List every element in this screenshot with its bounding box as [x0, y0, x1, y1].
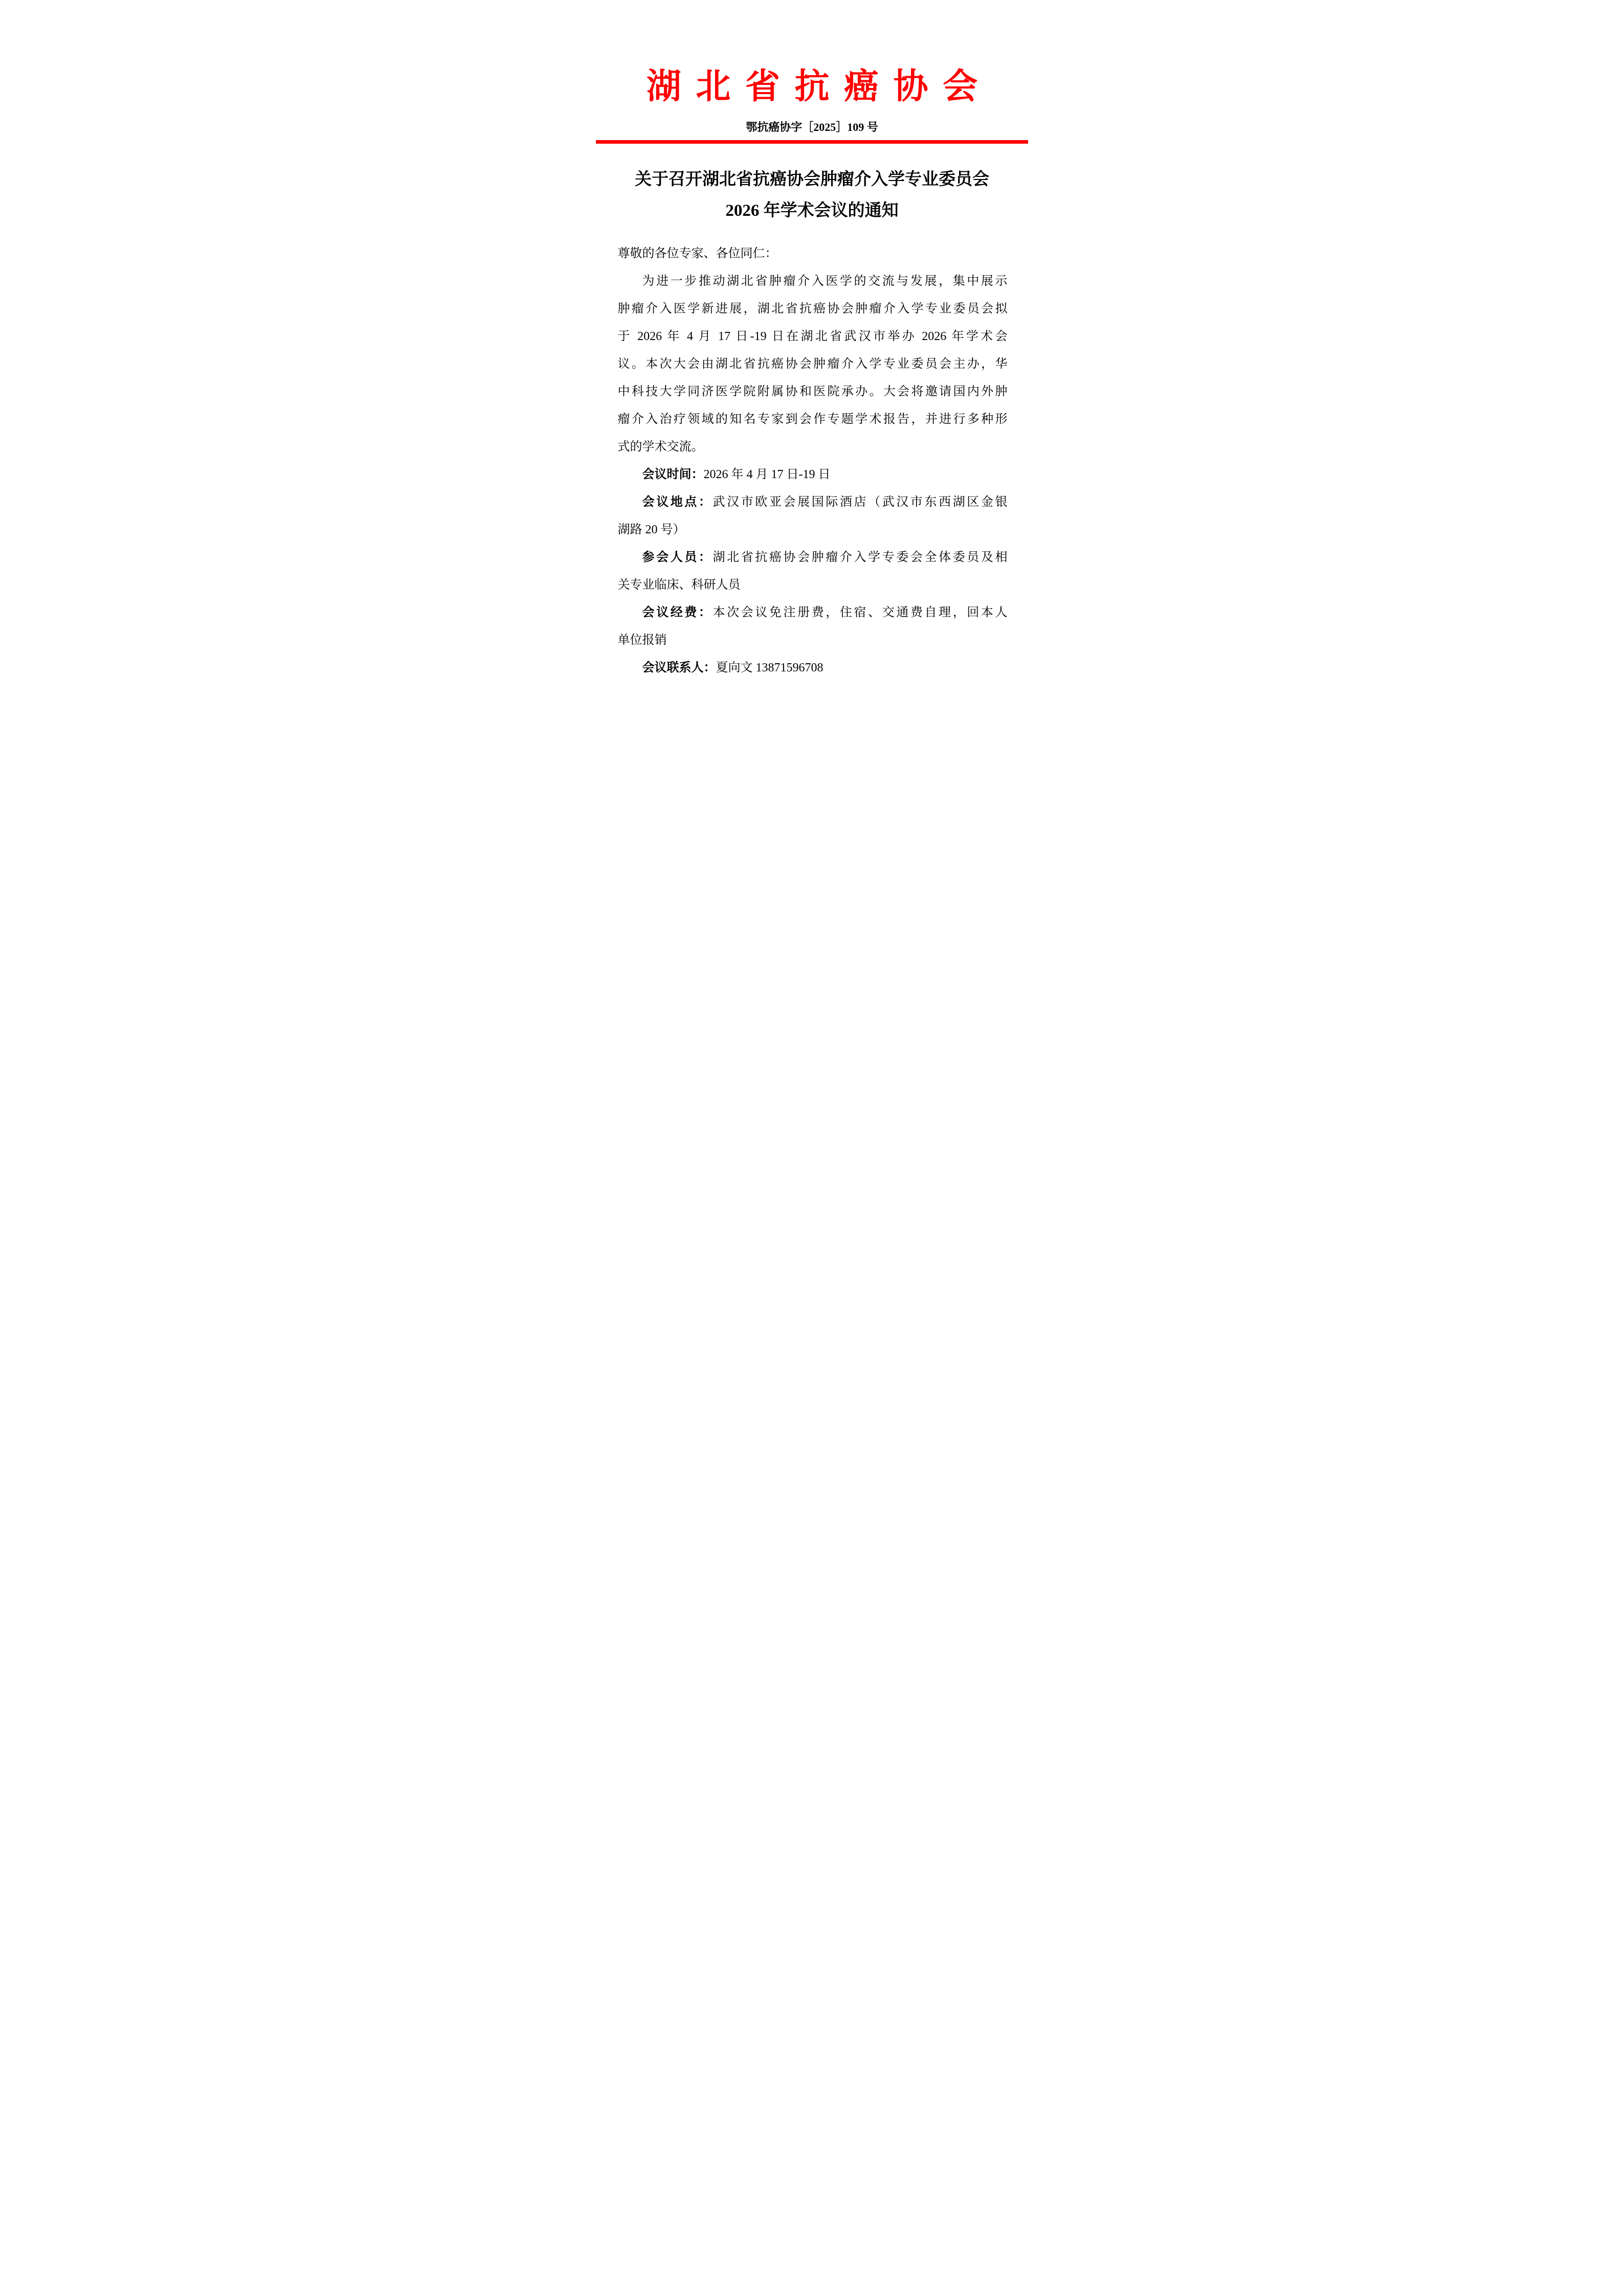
body-line-text: 式的学术交流。: [617, 440, 704, 454]
body-line: [618, 544, 1008, 571]
body-line: [618, 461, 1008, 488]
body-line: [618, 654, 1008, 682]
body-line: [618, 488, 1008, 516]
body-line: [618, 433, 1008, 461]
body-line-text: 湖路 20 号）: [617, 523, 685, 537]
body-line-text: 瘤介入治疗领域的知名专家到会作专题学术报告，并进行多种形: [617, 413, 1008, 426]
notice-body: [618, 240, 1008, 682]
body-line-text: 夏向文 13871596708: [716, 661, 824, 675]
body-line: [618, 571, 1008, 599]
body-line-bold-label: 会议联系人：: [642, 661, 716, 675]
body-line-text: 武汉市欧亚会展国际酒店（武汉市东西湖区金银: [713, 496, 1008, 509]
body-line: [618, 350, 1008, 378]
body-line-bold-label: 会议地点：: [642, 496, 713, 509]
body-line-text: 本次会议免注册费，住宿、交通费自理，回本人: [713, 606, 1008, 620]
body-line-bold-label: 会议经费：: [642, 606, 713, 620]
body-line: [618, 599, 1008, 626]
body-line-text: 2026 年 4 月 17 日-19 日: [703, 468, 831, 482]
body-line: [618, 516, 1008, 544]
body-line: [618, 378, 1008, 406]
body-line-text: 于 2026 年 4 月 17 日-19 日在湖北省武汉市举办 2026 年学术会: [617, 330, 1008, 344]
body-line-text: 中科技大学同济医学院附属协和医院承办。大会将邀请国内外肿: [617, 385, 1008, 399]
body-line: [618, 323, 1008, 350]
letterhead-org-title: 湖北省抗癌协会: [646, 67, 992, 106]
body-line-text: 尊敬的各位专家、各位同仁：: [617, 247, 777, 261]
body-line-text: 议。本次大会由湖北省抗癌协会肿瘤介入学专业委员会主办，华: [617, 357, 1008, 371]
body-line-text: 为进一步推动湖北省肿瘤介入医学的交流与发展，集中展示: [642, 275, 1008, 288]
notice-title: [531, 164, 1094, 227]
body-line-text: 单位报销: [617, 634, 667, 647]
body-line: [618, 626, 1008, 654]
notice-title-line-1: 关于召开湖北省抗癌协会肿瘤介入学专业委员会: [635, 170, 989, 189]
notice-title-line-2: 2026 年学术会议的通知: [725, 201, 899, 220]
body-line: [618, 240, 1008, 267]
body-line-bold-label: 参会人员：: [642, 551, 713, 565]
document-number: 鄂抗癌协字［2025］109 号: [746, 121, 878, 134]
body-line: [618, 295, 1008, 323]
document-page: [531, 0, 1094, 796]
body-line: [618, 406, 1008, 433]
body-line-text: 湖北省抗癌协会肿瘤介入学专委会全体委员及相: [713, 551, 1008, 565]
body-line-text: 关专业临床、科研人员: [617, 578, 741, 592]
letterhead-divider-rule: [596, 140, 1028, 144]
body-line-text: 肿瘤介入医学新进展，湖北省抗癌协会肿瘤介入学专业委员会拟: [617, 302, 1008, 316]
body-line: [618, 267, 1008, 295]
body-line-bold-label: 会议时间：: [642, 468, 704, 482]
